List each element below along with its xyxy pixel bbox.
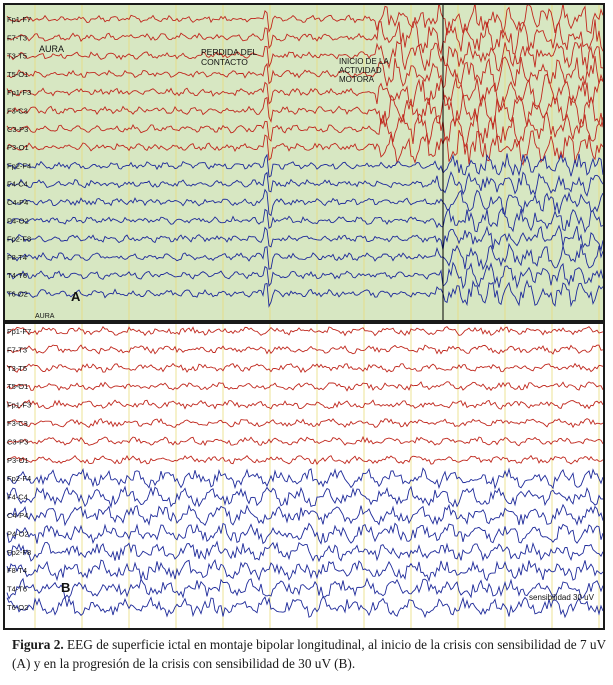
panel-a-letter: A bbox=[71, 289, 81, 304]
eeg-channel-label: F3-C3 bbox=[7, 419, 28, 428]
eeg-channel-label: Fp2-F8 bbox=[7, 547, 32, 557]
eeg-channel-label: T5-O1 bbox=[7, 69, 29, 79]
eeg-channel-label: C3-P3 bbox=[7, 124, 29, 134]
eeg-panel-a bbox=[3, 3, 605, 322]
eeg-channel-label: F7-T3 bbox=[7, 345, 28, 355]
panel-a-bottom-label: AURA bbox=[35, 313, 55, 320]
eeg-channel-label: F3-C3 bbox=[7, 106, 28, 116]
eeg-channel-label: C4-P4 bbox=[7, 198, 29, 207]
eeg-channel-label: P3-O1 bbox=[7, 143, 29, 153]
sensitivity-label: sensibilidad 30 uV bbox=[529, 593, 594, 602]
eeg-panel-b bbox=[3, 322, 605, 630]
eeg-channel-label: T5-O1 bbox=[7, 382, 29, 392]
eeg-channel-label: F7-T3 bbox=[7, 33, 28, 43]
aura-annotation: AURA bbox=[39, 44, 65, 54]
eeg-channel-label: T4-T6 bbox=[7, 584, 28, 594]
eeg-channel-label: P4-O2 bbox=[7, 529, 29, 539]
motor-onset-annotation-line2: ACTIVIDAD bbox=[339, 66, 382, 75]
contact-loss-annotation-line2: CONTACTO bbox=[201, 57, 248, 67]
eeg-channel-label: Fp2-F4 bbox=[7, 474, 32, 484]
figure-label: Figura 2. bbox=[12, 637, 64, 652]
eeg-channel-label: T6 O2 bbox=[7, 289, 28, 299]
eeg-channel-label: F4-C4 bbox=[7, 179, 28, 189]
eeg-channel-label: Fp1-F3 bbox=[7, 400, 32, 410]
eeg-channel-label: P3-O1 bbox=[7, 455, 29, 465]
eeg-channel-label: C4-P4 bbox=[7, 511, 29, 520]
contact-loss-annotation-line1: PERDIDA DEL bbox=[201, 47, 258, 57]
motor-onset-annotation-line1: INICIO DE LA bbox=[339, 57, 389, 66]
eeg-panel-a-traces bbox=[5, 5, 603, 320]
eeg-channel-label: Fp2-F8 bbox=[7, 234, 32, 244]
eeg-channel-label: Fp1-F3 bbox=[7, 88, 32, 98]
eeg-channel-label: Fp1-F7 bbox=[7, 327, 32, 336]
eeg-channel-label: T6-O2 bbox=[7, 603, 29, 612]
eeg-channel-label: T3-T5 bbox=[7, 51, 28, 61]
eeg-channel-label: P4-O2 bbox=[7, 216, 29, 226]
eeg-channel-label: T3-T5 bbox=[7, 363, 28, 373]
panel-b-letter: B bbox=[61, 580, 71, 595]
eeg-channel-label: F8-T4 bbox=[7, 252, 28, 262]
eeg-channel-label: F4-C4 bbox=[7, 492, 28, 502]
motor-onset-annotation-line3: MOTORA bbox=[339, 75, 374, 84]
eeg-channel-label: C3-P3 bbox=[7, 437, 29, 447]
eeg-channel-label: Fp1-F7 bbox=[7, 15, 32, 24]
eeg-channel-label: F8-T4 bbox=[7, 566, 28, 576]
eeg-panel-b-traces bbox=[5, 324, 603, 628]
eeg-channel-label: Fp2-F4 bbox=[7, 161, 32, 171]
figure-caption bbox=[12, 635, 607, 673]
eeg-channel-label: T4-T6 bbox=[7, 271, 28, 281]
figure-caption-text: EEG de superficie ictal en montaje bipolar longitudinal, al inicio de la crisis con sensibilidad de 7 uV (A) y en la progresión de la crisis con sensibilidad de 30 uV (B). bbox=[12, 637, 606, 671]
